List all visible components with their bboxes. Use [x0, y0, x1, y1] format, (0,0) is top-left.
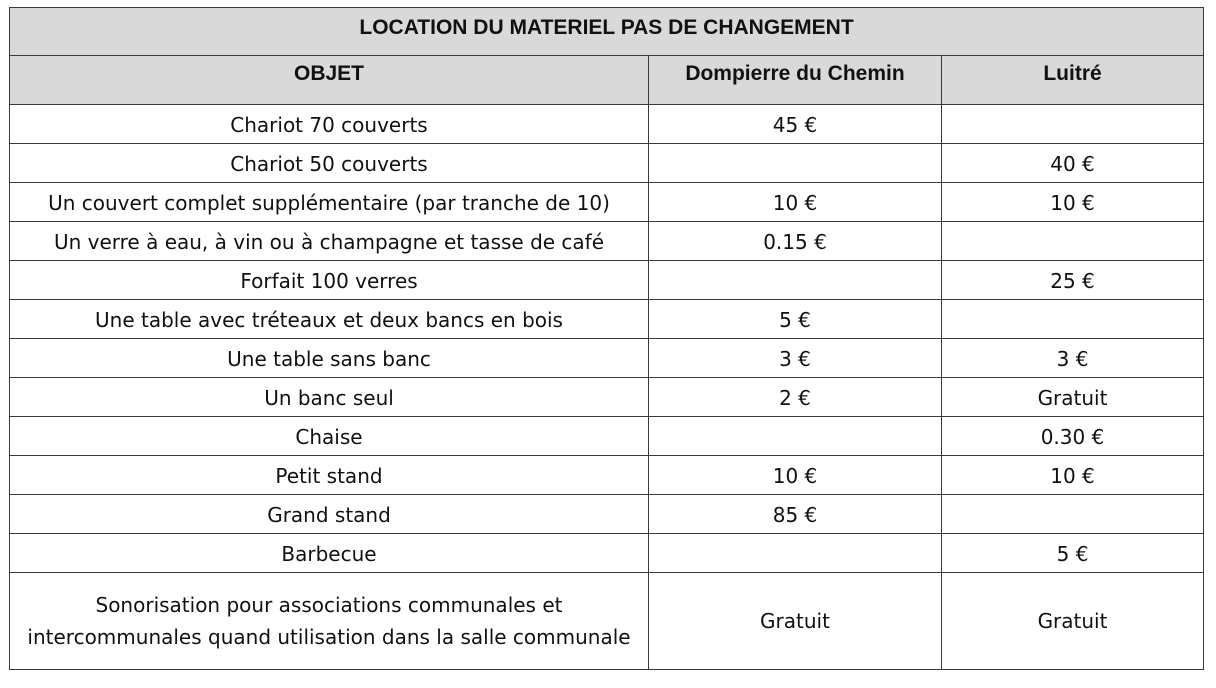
item-name-cell: Chariot 50 couverts: [10, 144, 649, 183]
item-name-cell: Sonorisation pour associations communales et intercommunales quand utilisation dans la salle communale: [10, 573, 649, 670]
item-name-cell: Une table avec tréteaux et deux bancs en bois: [10, 300, 649, 339]
dompierre-price-cell: Gratuit: [649, 573, 942, 670]
table-row: [10, 456, 1204, 495]
dompierre-price-cell: [649, 144, 942, 183]
item-name-cell: Petit stand: [10, 456, 649, 495]
luitre-price-cell: Gratuit: [942, 573, 1204, 670]
table-title: LOCATION DU MATERIEL PAS DE CHANGEMENT: [10, 8, 1204, 56]
table-row: [10, 105, 1204, 144]
table-row: [10, 183, 1204, 222]
luitre-price-cell: 25 €: [942, 261, 1204, 300]
column-header-objet: OBJET: [10, 56, 649, 105]
table-row: [10, 534, 1204, 573]
luitre-price-cell: 3 €: [942, 339, 1204, 378]
dompierre-price-cell: 3 €: [649, 339, 942, 378]
table-row: [10, 300, 1204, 339]
column-header-dompierre: Dompierre du Chemin: [649, 56, 942, 105]
table-row: [10, 261, 1204, 300]
item-name-cell: Un verre à eau, à vin ou à champagne et tasse de café: [10, 222, 649, 261]
table-row: [10, 417, 1204, 456]
dompierre-price-cell: 2 €: [649, 378, 942, 417]
luitre-price-cell: 10 €: [942, 456, 1204, 495]
dompierre-price-cell: 5 €: [649, 300, 942, 339]
rental-price-table: [9, 7, 1204, 670]
luitre-price-cell: 10 €: [942, 183, 1204, 222]
dompierre-price-cell: [649, 417, 942, 456]
luitre-price-cell: 0.30 €: [942, 417, 1204, 456]
item-name-cell: Un couvert complet supplémentaire (par tranche de 10): [10, 183, 649, 222]
luitre-price-cell: 5 €: [942, 534, 1204, 573]
luitre-price-cell: 40 €: [942, 144, 1204, 183]
luitre-price-cell: [942, 105, 1204, 144]
luitre-price-cell: [942, 222, 1204, 261]
table-row: [10, 495, 1204, 534]
dompierre-price-cell: 10 €: [649, 456, 942, 495]
table-row: [10, 144, 1204, 183]
luitre-price-cell: [942, 495, 1204, 534]
item-name-cell: Une table sans banc: [10, 339, 649, 378]
table-header-row: [10, 56, 1204, 105]
luitre-price-cell: Gratuit: [942, 378, 1204, 417]
dompierre-price-cell: 0.15 €: [649, 222, 942, 261]
table-row: [10, 378, 1204, 417]
table-title-row: [10, 8, 1204, 56]
item-name-cell: Grand stand: [10, 495, 649, 534]
item-name-cell: Chariot 70 couverts: [10, 105, 649, 144]
dompierre-price-cell: 10 €: [649, 183, 942, 222]
dompierre-price-cell: 45 €: [649, 105, 942, 144]
item-name-cell: Barbecue: [10, 534, 649, 573]
dompierre-price-cell: [649, 534, 942, 573]
column-header-luitre: Luitré: [942, 56, 1204, 105]
item-name-cell: Chaise: [10, 417, 649, 456]
dompierre-price-cell: 85 €: [649, 495, 942, 534]
dompierre-price-cell: [649, 261, 942, 300]
table-row: [10, 222, 1204, 261]
table-row: [10, 573, 1204, 670]
item-name-cell: Un banc seul: [10, 378, 649, 417]
item-name-cell: Forfait 100 verres: [10, 261, 649, 300]
luitre-price-cell: [942, 300, 1204, 339]
table-row: [10, 339, 1204, 378]
